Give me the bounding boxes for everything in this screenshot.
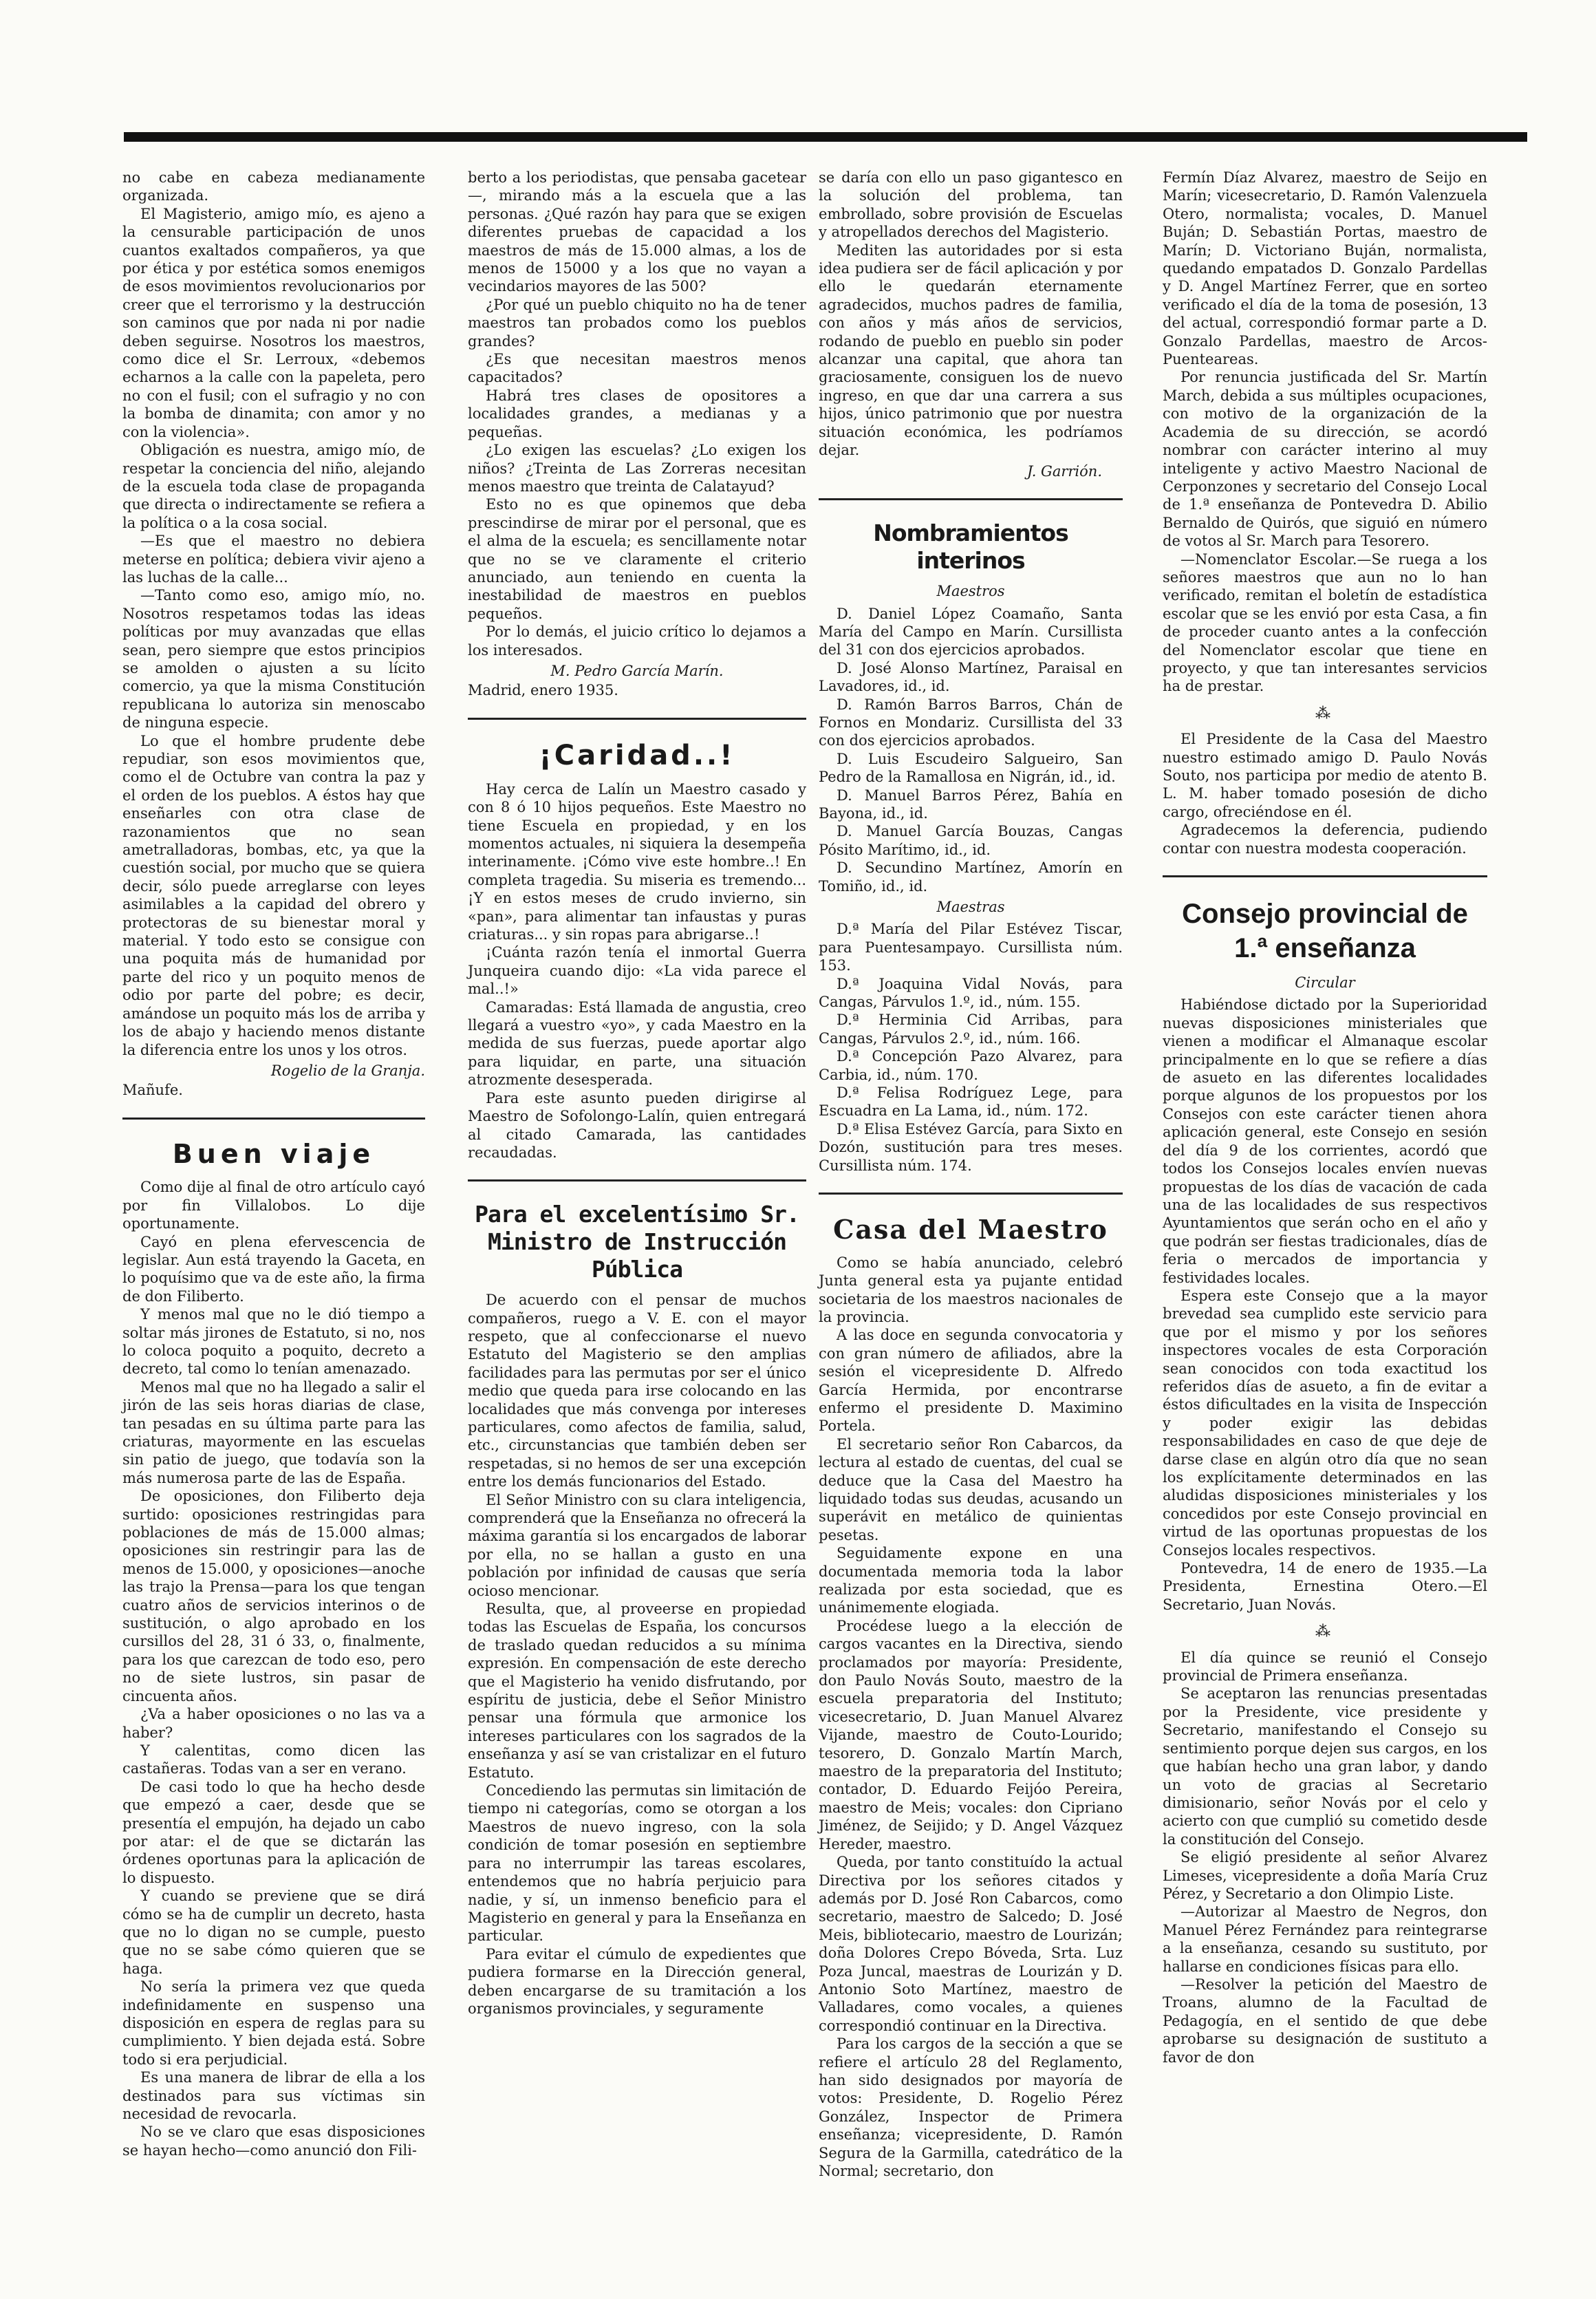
- place-line: Madrid, enero 1935.: [468, 682, 618, 699]
- article-title: Para el excelentísimo Sr. Ministro de Instrucción Pública: [475, 1201, 799, 1283]
- list-item: D. Manuel Barros Pérez, Bahía en Bayona, id., id.: [819, 787, 1123, 822]
- paragraph: El Magisterio, amigo mío, es ajeno a la censurable participación de unos cuantos exaltados compañeros, ya que por ética y por estética somos enemigos de esos movimientos revolucionarios por creer que el terrorismo y la destrucción son caminos que por nada ni por nadie deben seguirse. Nosotros los maestros, como dice el Sr. Lerroux, «debemos echarnos a la calle con la papeleta, pero no con el fusil; con el sufragio y no con la bomba de dinamita; con amor y no con la violencia».: [122, 205, 425, 440]
- divider: [1163, 875, 1487, 877]
- list-item: D.ª Felisa Rodríguez Lege, para Escuadra en La Lama, id., núm. 172.: [819, 1084, 1123, 1120]
- paragraph: El secretario señor Ron Cabarcos, da lectura al estado de cuentas, del cual se deduce que la Casa del Maestro ha liquidado todas sus deudas, acusando un superávit en metálico de quinientas pesetas.: [819, 1435, 1123, 1543]
- paragraph: Como se había anunciado, celebró Junta general esta ya pujante entidad societaria de los maestros nacionales de la provincia.: [819, 1254, 1123, 1325]
- paragraph: Como dije al final de otro artículo cayó por fin Villalobos. Lo dije oportunamente.: [122, 1179, 425, 1232]
- paragraph: Y cuando se previene que se dirá cómo se ha de cumplir un decreto, hasta que no lo digan no se cumple, puesto que no se sabe cómo quieren que se haga.: [122, 1888, 425, 1977]
- paragraph: Por renuncia justificada del Sr. Martín March, debida a sus múltiples ocupaciones, con motivo de la organización de la Academia de su dirección, se acordó nombrar con carácter interino al muy inteligente y activo Maestro Nacional de Cerponzones y secretario del Consejo Local de 1.ª enseñanza de Pontevedra D. Abilio Bernaldo de Quirós, que siguió en número de votos al Sr. March para Tesorero.: [1163, 369, 1487, 550]
- paragraph: De oposiciones, don Filiberto deja surtido: oposiciones restringidas para poblaciones de más de 15.000 almas; oposiciones sin restringir para las de menos de 15.000, y oposiciones—anoche las trajo la Prensa—para los que tengan cuatro años de servicios interinos o de sustitución, o algo aprobado en los cursillos del 28, 31 ó 33, o, finalmente, para los que carezcan de todo eso, pero no de siete lustros, sin pasar de cincuenta años.: [122, 1488, 425, 1704]
- list-item: D. Daniel López Coamaño, Santa María del Campo en Marín. Cursillista del 31 con dos ejercicios aprobados.: [819, 605, 1123, 659]
- paragraph: Se aceptaron las renuncias presentadas por la Presidente, vice presidente y Secretario, manifestando el Consejo su sentimiento porque dejen sus cargos, en los que habían hecho una gran labor, y dando un voto de gracias al Secretario dimisionario, señor Novás por el celo y acierto con que cumplió su cometido desde la constitución del Consejo.: [1163, 1685, 1487, 1848]
- list-item: D.ª Concepción Pazo Alvarez, para Carbia, id., núm. 170.: [819, 1048, 1123, 1083]
- paragraph: Espera este Consejo que a la mayor brevedad sea cumplido este servicio para que por el mismo y por los señores inspectores vocales de esta Corporación sean conocidos con toda exactitud los referidos días de asueto, a fin de evitar a éstos dificultades en la visita de Inspección y poder exigir las debidas responsabilidades en caso de que deje de darse clase en algún otro día que no sean los explícitamente determinados en las aludidas disposiciones ministeriales y los concedidos por este Consejo provincial en virtud de las oportunas propuestas de los Consejos locales respectivos.: [1163, 1287, 1487, 1559]
- column-4: [1163, 169, 1487, 2066]
- paragraph: Fermín Díaz Alvarez, maestro de Seijo en Marín; vicesecretario, D. Ramón Valenzuela Otero, normalista; vocales, D. Manuel Buján; D. Sebastián Portas, maestro de Marín; D. Victoriano Buján, normalista, quedando empatados D. Gonzalo Pardellas y D. Angel Martínez Ferrer, que en sorteo verificado el día de la toma de posesión, 13 del actual, correspondió formar parte a D. Gonzalo Pardellas, maestro de Arcos-Puenteareas.: [1163, 169, 1487, 368]
- paragraph: Lo que el hombre prudente debe repudiar, son esos movimientos que, como el de Octubre van contra la paz y el orden de los pueblos. A éstos hay que enseñarles con otra clase de razonamientos que no sean ametralladoras, bombas, etc, ya que la cuestión social, por mucho que se quiera decir, sólo puede arreglarse con leyes asimilables a la capidad del obrero y protectoras de su bienestar moral y material. Y todo esto se consigue con una poquita más de humanidad por parte del rico y un poquito menos de odio por parte del pobre; es decir, amándose un poquito más los de arriba y los de abajo y haciendo menos distante la diferencia entre los unos y los otros.: [122, 732, 425, 1058]
- article-title: ¡Caridad..!: [539, 739, 735, 771]
- paragraph: —Resolver la petición del Maestro de Troans, alumno de la Facultad de Pedagogía, en el sentido de que debe aprobarse su designación de sustituto a favor de don: [1163, 1976, 1487, 2066]
- paragraph: Resulta, que, al proveerse en propiedad todas las Escuelas de España, los concursos de traslado quedan reducidos a su mínima expresión. En compensación de este derecho que el Magisterio ha venido disfrutando, por espíritu de justicia, debe el Señor Ministro pensar una fórmula que armonice los intereses particulares con los sagrados de la enseñanza y así se van cristalizar en el futuro Estatuto.: [468, 1601, 806, 1781]
- paragraph: se daría con ello un paso gigantesco en la solución del problema, tan embrollado, sobre provisión de Escuelas y atropellados derechos del Magisterio.: [819, 169, 1123, 241]
- paragraph: A las doce en segunda convocatoria y con gran número de afiliados, abre la sesión el vicepresidente D. Alfredo García Hermida, por encontrarse enfermo el presidente D. Maximino Portela.: [819, 1327, 1123, 1435]
- paragraph: berto a los periodistas, que pensaba gacetear—, mirando más a la escuela que a las personas. ¿Qué razón hay para que se exigen diferentes pruebas de capacidad a los maestros de más de 15.000 almas, a los de menos de 15000 y a los que no vayan a vecindarios mayores de las 500?: [468, 169, 806, 295]
- article-title: Nombramientos interinos: [873, 519, 1068, 574]
- list-item: D. José Alonso Martínez, Paraisal en Lavadores, id., id.: [819, 659, 1123, 695]
- paragraph: Menos mal que no ha llegado a salir el jirón de las seis horas diarias de clase, tan pesadas en su última parte para las criaturas, mayormente en las escuelas sin patio de juego, que todavía son la más numerosa parte de las de España.: [122, 1378, 425, 1486]
- paragraph: Y menos mal que no le dió tiempo a soltar más jirones de Estatuto, si no, nos lo coloca poquito a poquito, decreto a decreto, tal como lo tenían amenazado.: [122, 1306, 425, 1378]
- paragraph: ¿Por qué un pueblo chiquito no ha de tener maestros tan probados como los pueblos grandes?: [468, 296, 806, 350]
- divider: [468, 718, 806, 720]
- paragraph: —Nomenclator Escolar.—Se ruega a los señores maestros que aun no lo han verificado, remitan el boletín de estadística escolar que se les envió por esta Casa, a fin de proceder cuanto antes a la confección del Nomenclator escolar que tiene en proyecto, y que tan interesantes servicios ha de prestar.: [1163, 550, 1487, 695]
- paragraph: Concediendo las permutas sin limitación de tiempo ni categorías, como se otorgan a los Maestros de nuevo ingreso, con la sola condición de tomar posesión en septiembre para no interrumpir las tareas escolares, entendemos que no habría perjuicio para nadie, y sí, un inmenso beneficio para el Magisterio en general y para la Enseñanza en particular.: [468, 1782, 806, 1945]
- list-item: D.ª Herminia Cid Arribas, para Cangas, Párvulos 2.º, id., núm. 166.: [819, 1012, 1123, 1047]
- author-signature: M. Pedro García Marín.: [550, 662, 724, 679]
- paragraph: Para este asunto pueden dirigirse al Maestro de Sofolongo-Lalín, quien entregará al citado Camarada, las cantidades recaudadas.: [468, 1089, 806, 1161]
- divider: [819, 498, 1123, 500]
- paragraph: Se eligió presidente al señor Alvarez Limeses, vicepresidente a doña María Cruz Pérez, y Secretario a don Olimpio Liste.: [1163, 1849, 1487, 1902]
- paragraph: De casi todo lo que ha hecho desde que empezó a caer, desde que se presentía el empujón, ha dejado un cabo por atar: el de que se dictarán las órdenes oportunas para la aplicación de lo dispuesto.: [122, 1778, 425, 1886]
- paragraph: Camaradas: Está llamada de angustia, creo llegará a vuestro «yo», y cada Maestro en la medida de sus fuerzas, puede aportar algo para liquidar, en parte, una situación atrozmente desesperada.: [468, 998, 806, 1089]
- paragraph: Habrá tres clases de opositores a localidades grandes, a medianas y a pequeñas.: [468, 387, 806, 440]
- paragraph: —Autorizar al Maestro de Negros, don Manuel Pérez Fernández para reintegrarse a la enseñanza, cesando su sustituto, por hallarse en condiciones físicas para ello.: [1163, 1903, 1487, 1975]
- paragraph: ¡Cuánta razón tenía el inmortal Guerra Junqueira cuando dijo: «La vida parece el mal..!»: [468, 944, 806, 998]
- article-title: Buen viaje: [172, 1138, 376, 1169]
- paragraph: No sería la primera vez que queda indefinidamente en suspenso una disposición en espera de reglas para su cumplimiento. Y bien dejada está. Sobre todo si era perjudicial.: [122, 1978, 425, 2068]
- author-signature: Rogelio de la Granja.: [270, 1062, 425, 1079]
- paragraph: ¿Va a haber oposiciones o no las va a haber?: [122, 1706, 425, 1741]
- paragraph: Esto no es que opinemos que deba prescindirse de mirar por el personal, que es el alma de la escuela; es sencillamente notar que no se ve claramente el criterio anunciado, aun teniendo en cuenta la inestabilidad de maestros en pueblos pequeños.: [468, 496, 806, 622]
- paragraph: ¿Es que necesitan maestros menos capacitados?: [468, 351, 806, 386]
- paragraph: El Señor Ministro con su clara inteligencia, comprenderá que la Enseñanza no ofrecerá la máxima garantía si los encargados de laborar por ella, no se hallan a gusto en una población por infinidad de causas que sería ocioso mencionar.: [468, 1491, 806, 1599]
- paragraph: Obligación es nuestra, amigo mío, de respetar la conciencia del niño, alejando de la escuela toda clase de propaganda que directa o indirectamente se refiera a la política o a la cosa social.: [122, 442, 425, 531]
- section-ornament: ⁂: [1315, 705, 1335, 723]
- divider: [468, 1179, 806, 1181]
- article-title-line: 1.ª enseñanza: [1234, 933, 1416, 964]
- author-signature: J. Garrión.: [1026, 462, 1102, 480]
- article-title: Casa del Maestro: [833, 1214, 1108, 1245]
- section-subtitle: Maestras: [936, 899, 1005, 915]
- paragraph: Pontevedra, 14 de enero de 1935.—La Presidenta, Ernestina Otero.—El Secretario, Juan Novás.: [1163, 1560, 1487, 1613]
- paragraph: ¿Lo exigen las escuelas? ¿Lo exigen los niños? ¿Treinta de Las Zorreras necesitan menos maestro que treinta de Calatayud?: [468, 442, 806, 495]
- place-line: Mañufe.: [122, 1082, 183, 1099]
- paragraph: El Presidente de la Casa del Maestro nuestro estimado amigo D. Paulo Novás Souto, nos participa por medio de atento B. L. M. haber tomado posesión de dicho cargo, ofreciéndose en él.: [1163, 731, 1487, 820]
- paragraph: Hay cerca de Lalín un Maestro casado y con 8 ó 10 hijos pequeños. Este Maestro no tiene Escuela en propiedad, y en los momentos actuales, ni siquiera la desempeña interinamente. ¡Cómo vive este hombre..! En completa tragedia. Su miseria es tremendo... ¡Y en estos meses de crudo invierno, sin «pan», para alimentar tan infaustas y puras criaturas... y sin ropas para abrigarse..!: [468, 780, 806, 943]
- paragraph: —Tanto como eso, amigo mío, no. Nosotros respetamos todas las ideas políticas por muy avanzadas que ellas sean, pero siempre que estos principios se amolden o ajusten a su lícito comercio, ya que la misma Constitución republicana lo autoriza sin menoscabo de ninguna especie.: [122, 587, 425, 731]
- list-item: D.ª Joaquina Vidal Novás, para Cangas, Párvulos 1.º, id., núm. 155.: [819, 975, 1123, 1011]
- paragraph: Agradecemos la deferencia, pudiendo contar con nuestra modesta cooperación.: [1163, 822, 1487, 857]
- paragraph: Por lo demás, el juicio crítico lo dejamos a los interesados.: [468, 623, 806, 659]
- paragraph: Habiéndose dictado por la Superioridad nuevas disposiciones ministeriales que vienen a modificar el Almanaque escolar principalmente en lo que se refiere a días de asueto en las diferentes localidades porque algunos de los propuestos por los Consejos con este carácter tienen ahora aplicación general, este Consejo en sesión del día 9 de los corrientes, acordó que todos los Consejos locales envíen nuevas propuestas de los días de vacación de cada una de las localidades de sus respectivos Ayuntamientos que serán ocho en el año y que podrán ser fiestas tradicionales, días de feria o mercados de importancia y festividades locales.: [1163, 996, 1487, 1286]
- section-ornament: ⁂: [1315, 1623, 1335, 1641]
- list-item: D. Secundino Martínez, Amorín en Tomiño, id., id.: [819, 859, 1123, 895]
- paragraph: Y calentitas, como dicen las castañeras. Todas van a ser en verano.: [122, 1742, 425, 1777]
- article-title: [1163, 897, 1487, 965]
- column-1: [122, 169, 425, 2159]
- list-item: D. Manuel García Bouzas, Cangas Pósito Marítimo, id., id.: [819, 823, 1123, 858]
- list-item: D. Luis Escudeiro Salgueiro, San Pedro de la Ramallosa en Nigrán, id., id.: [819, 750, 1123, 786]
- paragraph: El día quince se reunió el Consejo provincial de Primera enseñanza.: [1163, 1649, 1487, 1685]
- paragraph: De acuerdo con el pensar de muchos compañeros, ruego a V. E. con el mayor respeto, que al confeccionarse el nuevo Estatuto del Magisterio se den amplias facilidades para las permutas por ser el único medio que queda para irse colocando en las localidades que más convenga por intereses particulares, como afectos de familia, salud, etc., circunstancias que también deben ser respetadas, si no hemos de ser una excepción entre los demás funcionarios del Estado.: [468, 1292, 806, 1490]
- top-rule: [124, 132, 1527, 142]
- paragraph: Para evitar el cúmulo de expedientes que pudiera formarse en la Dirección general, deben encargarse de su tramitación a los organismos provinciales, y seguramente: [468, 1945, 806, 2017]
- paragraph: Mediten las autoridades por si esta idea pudiera ser de fácil aplicación y por ello le quedarán eternamente agradecidos, muchos padres de familia, con años y más años de servicios, rodando de pueblo en pueblo sin poder alcanzar una capital, que ahora tan graciosamente, consiguen los de nuevo ingreso, en que dar una carrera a sus hijos, único patrimonio que por nuestra situación económica, les podríamos dejar.: [819, 242, 1123, 459]
- section-subtitle: Circular: [1295, 974, 1355, 992]
- section-subtitle: Maestros: [936, 583, 1005, 600]
- paragraph: No se ve claro que esas disposiciones se hayan hecho—como anunció don Fili-: [122, 2124, 425, 2159]
- paragraph: Seguidamente expone en una documentada memoria toda la labor realizada por esta sociedad, que es unánimemente elogiada.: [819, 1545, 1123, 1616]
- column-2: [468, 169, 806, 2018]
- paragraph: Para los cargos de la sección a que se refiere el artículo 28 del Reglamento, han sido designados por mayoría de votos: Presidente, D. Rogelio Pérez González, Inspector de Primera enseñanza; vicepresidente, D. Ramón Segura de la Garmilla, catedrático de la Normal; secretario, don: [819, 2035, 1123, 2179]
- paragraph: Es una manera de librar de ella a los destinados para sus víctimas sin necesidad de revocarla.: [122, 2069, 425, 2123]
- divider: [819, 1193, 1123, 1195]
- column-3: [819, 169, 1123, 2180]
- paragraph: Procédese luego a la elección de cargos vacantes en la Directiva, siendo proclamados por mayoría: Presidente, don Paulo Novás Souto, maestro de la escuela preparatoria del Instituto; vicesecretario, D. Juan Manuel Alvarez Vijande, maestro de Couto-Lourido; tesorero, D. Gonzalo Martín March, maestro de la preparatoria del Instituto; contador, D. Eduardo Feijóo Pereira, maestro de Meis; vocales: don Cipriano Jiménez, de Seijido; y D. Angel Vázquez Hereder, maestro.: [819, 1617, 1123, 1852]
- article-title-line: Consejo provincial de: [1182, 899, 1468, 930]
- list-item: D.ª Elisa Estévez García, para Sixto en Dozón, sustitución para tres meses. Cursillista núm. 174.: [819, 1120, 1123, 1174]
- list-item: D.ª María del Pilar Estévez Tiscar, para Puentesampayo. Cursillista núm. 153.: [819, 921, 1123, 974]
- list-item: D. Ramón Barros Barros, Chán de Fornos en Mondariz. Cursillista del 33 con dos ejercicios aprobados.: [819, 696, 1123, 749]
- divider: [122, 1118, 425, 1120]
- paragraph: Queda, por tanto constituído la actual Directiva por los señores citados y además por D. José Ron Cabarcos, como secretario, maestro de Salcedo; D. José Meis, bibliotecario, maestro de Lourizán; doña Dolores Crepo Bóveda, Srta. Luz Poza Juncal, maestras de Lourizán y D. Antonio Soto Martínez, maestro de Valladares, como vocales, a quienes correspondió continuar en la Directiva.: [819, 1854, 1123, 2034]
- paragraph: no cabe en cabeza medianamente organizada.: [122, 169, 425, 204]
- paragraph: Cayó en plena efervescencia de legislar. Aun está trayendo la Gaceta, en lo poquísimo que va de este año, la firma de don Filiberto.: [122, 1233, 425, 1305]
- paragraph: —Es que el maestro no debiera meterse en política; debiera vivir ajeno a las luchas de la calle...: [122, 533, 425, 586]
